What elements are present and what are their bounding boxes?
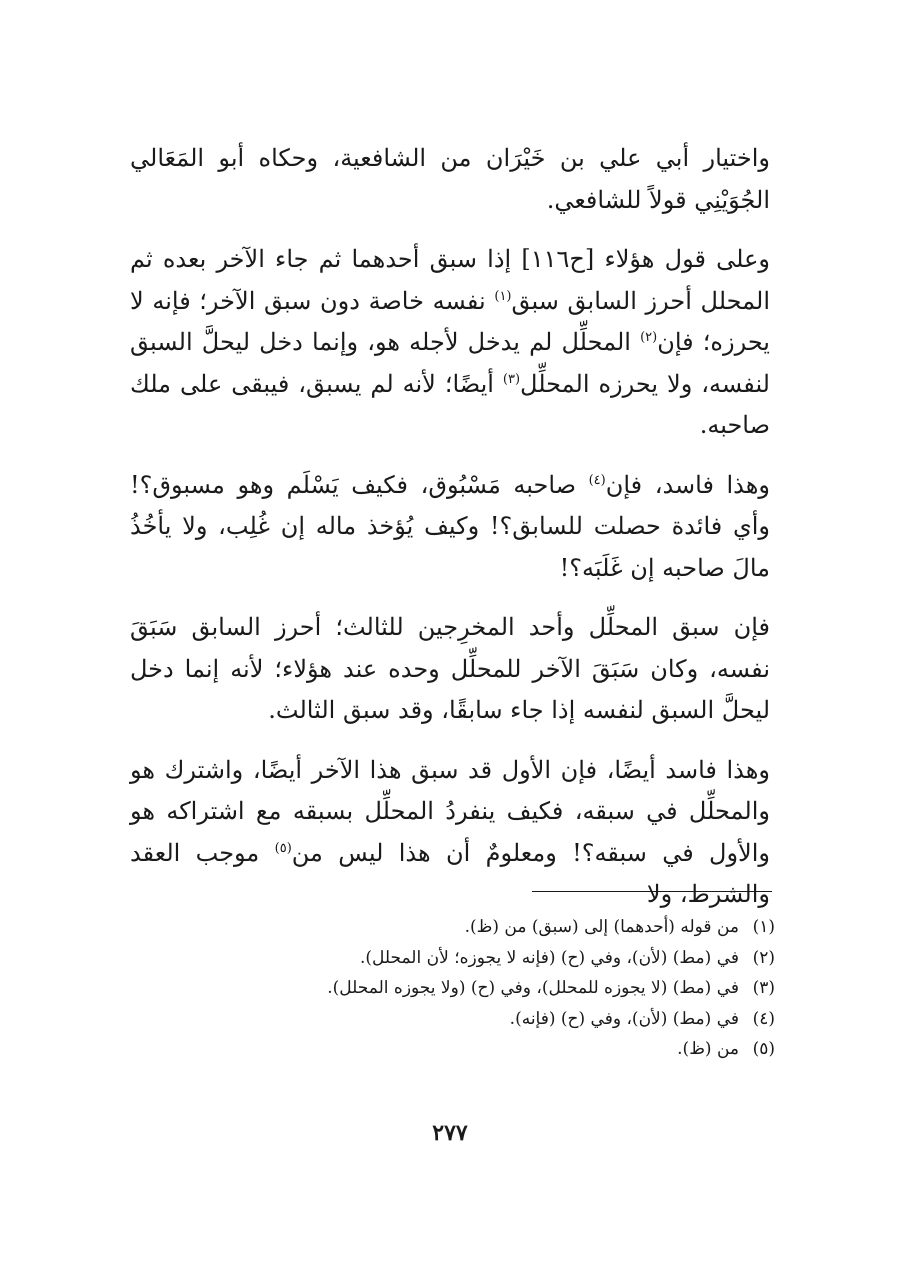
paragraph-2 bbox=[130, 239, 770, 447]
footnote-number: (٣) bbox=[752, 978, 775, 998]
footnote-number: (٤) bbox=[752, 1008, 775, 1029]
paragraph-2-text-4: أيضًا؛ لأنه لم يسبق، فيبقى على ملك صاحبه. bbox=[130, 369, 770, 439]
footnote-text: في (مط) (لأن)، وفي (ح) (فإنه لا يجوزه؛ لأن المحلل). bbox=[359, 947, 739, 968]
footnote-ref-2: (٢) bbox=[640, 330, 658, 345]
footnote-text: من قوله (أحدهما) إلى (سبق) من (ظ). bbox=[464, 917, 739, 937]
paragraph-3-text: وهذا فاسد، فإن bbox=[605, 470, 770, 499]
footnotes-list bbox=[130, 912, 775, 1065]
footnote-ref-1: (١) bbox=[494, 288, 512, 304]
footnote-item bbox=[130, 943, 775, 974]
footnote-number: (٥) bbox=[752, 1039, 775, 1059]
page-number: ٢٧٧ bbox=[432, 1120, 468, 1146]
paragraph-2-text: وعلى قول هؤلاء [ح١١٦] إذا سبق أحدهما ثم جاء الآخر بعده ثم المحلل أحرز السابق سبق bbox=[130, 245, 770, 315]
footnote-text: في (مط) (لأن)، وفي (ح) (فإنه). bbox=[509, 1008, 739, 1029]
paragraph-2-text-2: نفسه خاصة دون سبق الآخر؛ فإنه لا يحرزه؛ فإن bbox=[130, 286, 770, 356]
footnote-text: في (مط) (لا يجوزه للمحلل)، وفي (ح) (ولا يجوزه المحلل). bbox=[327, 978, 739, 998]
paragraph-5-text: وهذا فاسد أيضًا، فإن الأول قد سبق هذا الآخر أيضًا، واشترك هو والمحلِّل في سبقه، فكيف ينفردُ المحلِّل بسبقه مع اشتراكه هو والأول في سبقه؟! ومعلومٌ أن هذا ليس من bbox=[130, 755, 770, 867]
footnote-number: (١) bbox=[752, 917, 775, 937]
footnote-number: (٢) bbox=[752, 947, 775, 968]
footnote-ref-5: (٥) bbox=[274, 840, 292, 856]
footnote-item bbox=[130, 973, 775, 1004]
paragraph-3-text-2: صاحبه مَسْبُوق، فكيف يَسْلَم وهو مسبوق؟! وأي فائدة حصلت للسابق؟! وكيف يُؤخذ ماله إن غُلِب، ولا يأخُذُ مالَ صاحبه إن غَلَبَه؟! bbox=[130, 470, 770, 582]
footnote-item bbox=[130, 1004, 775, 1035]
paragraph-3 bbox=[130, 465, 770, 590]
paragraph-4-text: فإن سبق المحلِّل وأحد المخرِجين للثالث؛ أحرز السابق سَبَقَ نفسه، وكان سَبَقَ الآخر للمحلِّل وحده عند هؤلاء؛ لأنه إنما دخل ليحلَّ السبق لنفسه إذا جاء سابقًا، وقد سبق الثالث. bbox=[130, 613, 771, 724]
footnote-ref-4: (٤) bbox=[588, 472, 606, 488]
paragraph-1-text: واختيار أبي علي بن خَيْرَان من الشافعية، وحكاه أبو المَعَالي الجُوَيْنِي قولاً للشافعي. bbox=[130, 144, 770, 214]
paragraph-1 bbox=[130, 138, 770, 221]
footnote-item bbox=[130, 1034, 775, 1065]
footnote-divider bbox=[532, 891, 772, 892]
paragraph-4 bbox=[130, 607, 770, 732]
paragraph-2-text-3: المحلِّل لم يدخل لأجله هو، وإنما دخل ليحلَّ السبق لنفسه، ولا يحرزه المحلِّل bbox=[130, 328, 770, 398]
footnote-text: من (ظ). bbox=[677, 1039, 739, 1059]
paragraph-5-text-2: موجب العقد والشرط، ولا bbox=[130, 838, 770, 908]
main-text bbox=[130, 138, 770, 934]
footnote-item bbox=[130, 912, 775, 943]
footnote-ref-3: (٣) bbox=[502, 371, 521, 387]
